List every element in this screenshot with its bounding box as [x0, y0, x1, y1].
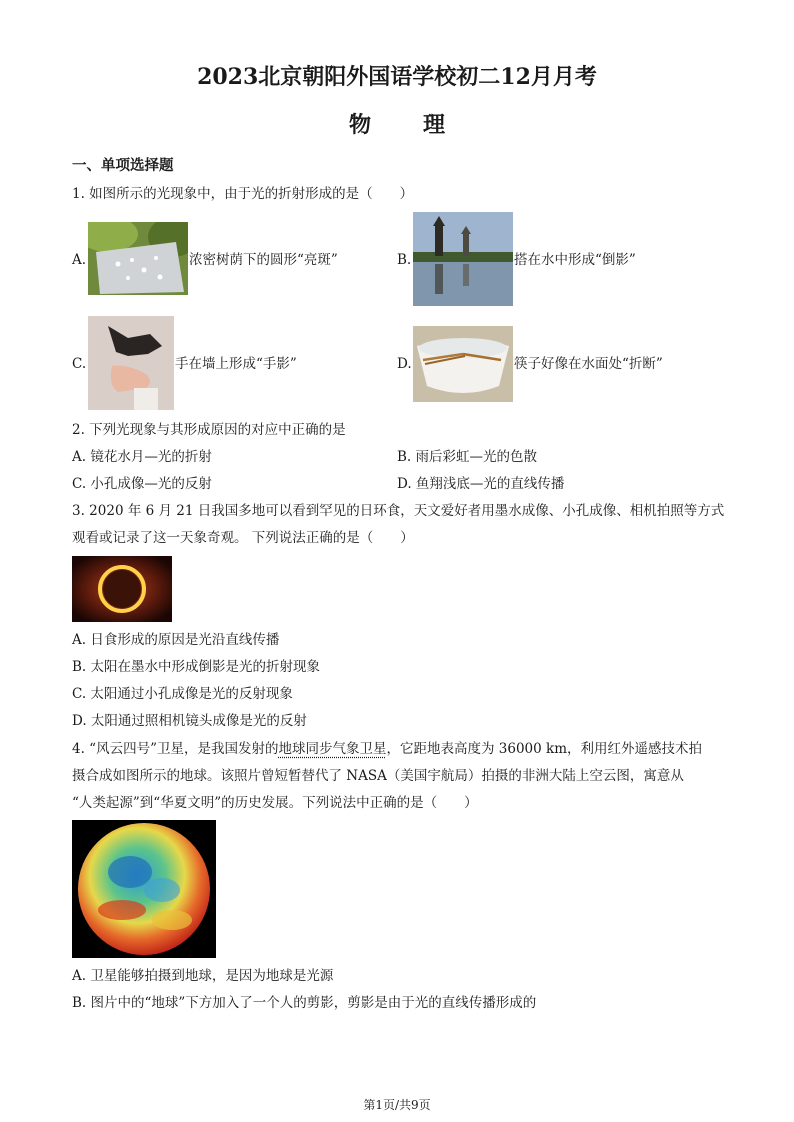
q1-option-d-text: 筷子好像在水面处“折断”: [514, 356, 663, 372]
subject-title: 物理: [348, 112, 497, 138]
q4-stem-line1: [72, 739, 702, 759]
pagoda-reflection-image: [413, 212, 513, 306]
q1-option-c-text: 手在墙上形成“手影”: [175, 356, 297, 372]
q4-stem-line2: 摄合成如图所示的地球。该照片曾短暂替代了 NASA（美国宇航局）拍摄的非洲大陆上空云图，寓意从: [72, 768, 684, 784]
q1-option-c-letter: C.: [72, 356, 87, 372]
q3-option-c: C. 太阳通过小孔成像是光的反射现象: [72, 686, 293, 702]
q4-option-b: B. 图片中的“地球”下方加入了一个人的剪影，剪影是由于光的直线传播形成的: [72, 995, 537, 1011]
q1-stem: 1. 如图所示的光现象中，由于光的折射形成的是（ ）: [72, 186, 414, 202]
q2-stem: 2. 下列光现象与其形成原因的对应中正确的是: [72, 422, 346, 438]
q4-stem-pre: 4. “风云四号”卫星，是我国发射的: [72, 741, 279, 757]
satellite-earth-image: [72, 820, 216, 958]
q1-option-a-letter: A.: [72, 252, 87, 268]
q1-option-b-letter: B.: [397, 252, 412, 268]
q4-stem-emphasis: 地球同步气象卫星: [278, 741, 387, 757]
q1-option-a-text: 浓密树荫下的圆形“亮斑”: [189, 252, 338, 268]
q3-stem-line1: 3. 2020 年 6 月 21 日我国多地可以看到罕见的日环食，天文爱好者用墨水成像、小孔成像、相机拍照等方式: [72, 503, 725, 519]
q4-stem-line3: “人类起源”到“华夏文明”的历史发展。下列说法中正确的是（ ）: [72, 795, 478, 811]
q4-option-a: A. 卫星能够拍摄到地球，是因为地球是光源: [72, 968, 334, 984]
q2-option-b: B. 雨后彩虹—光的色散: [397, 449, 538, 465]
q3-option-a: A. 日食形成的原因是光沿直线传播: [72, 632, 280, 648]
section-heading: 一、单项选择题: [72, 157, 174, 174]
page-footer: 第1页/共9页: [363, 1098, 431, 1112]
q1-option-d-letter: D.: [397, 356, 412, 372]
q3-stem-line2: 观看或记录了这一天象奇观。 下列说法正确的是（ ）: [72, 530, 414, 546]
annular-eclipse-image: [72, 556, 172, 622]
q2-option-a: A. 镜花水月—光的折射: [72, 449, 212, 465]
q3-option-d: D. 太阳通过照相机镜头成像是光的反射: [72, 713, 307, 729]
q2-option-c: C. 小孔成像—光的反射: [72, 476, 212, 492]
q1-option-b-text: 搭在水中形成“倒影”: [514, 252, 636, 268]
q3-option-b: B. 太阳在墨水中形成倒影是光的折射现象: [72, 659, 321, 675]
chopsticks-bowl-image: [413, 326, 513, 402]
exam-title: 2023北京朝阳外国语学校初二12月月考: [197, 64, 597, 90]
q2-option-d: D. 鱼翔浅底—光的直线传播: [397, 476, 565, 492]
leaf-light-spots-image: [88, 222, 188, 295]
q4-stem-post: ，它距地表高度为 36000 km，利用红外遥感技术拍: [386, 741, 702, 757]
hand-shadow-image: [88, 316, 174, 410]
